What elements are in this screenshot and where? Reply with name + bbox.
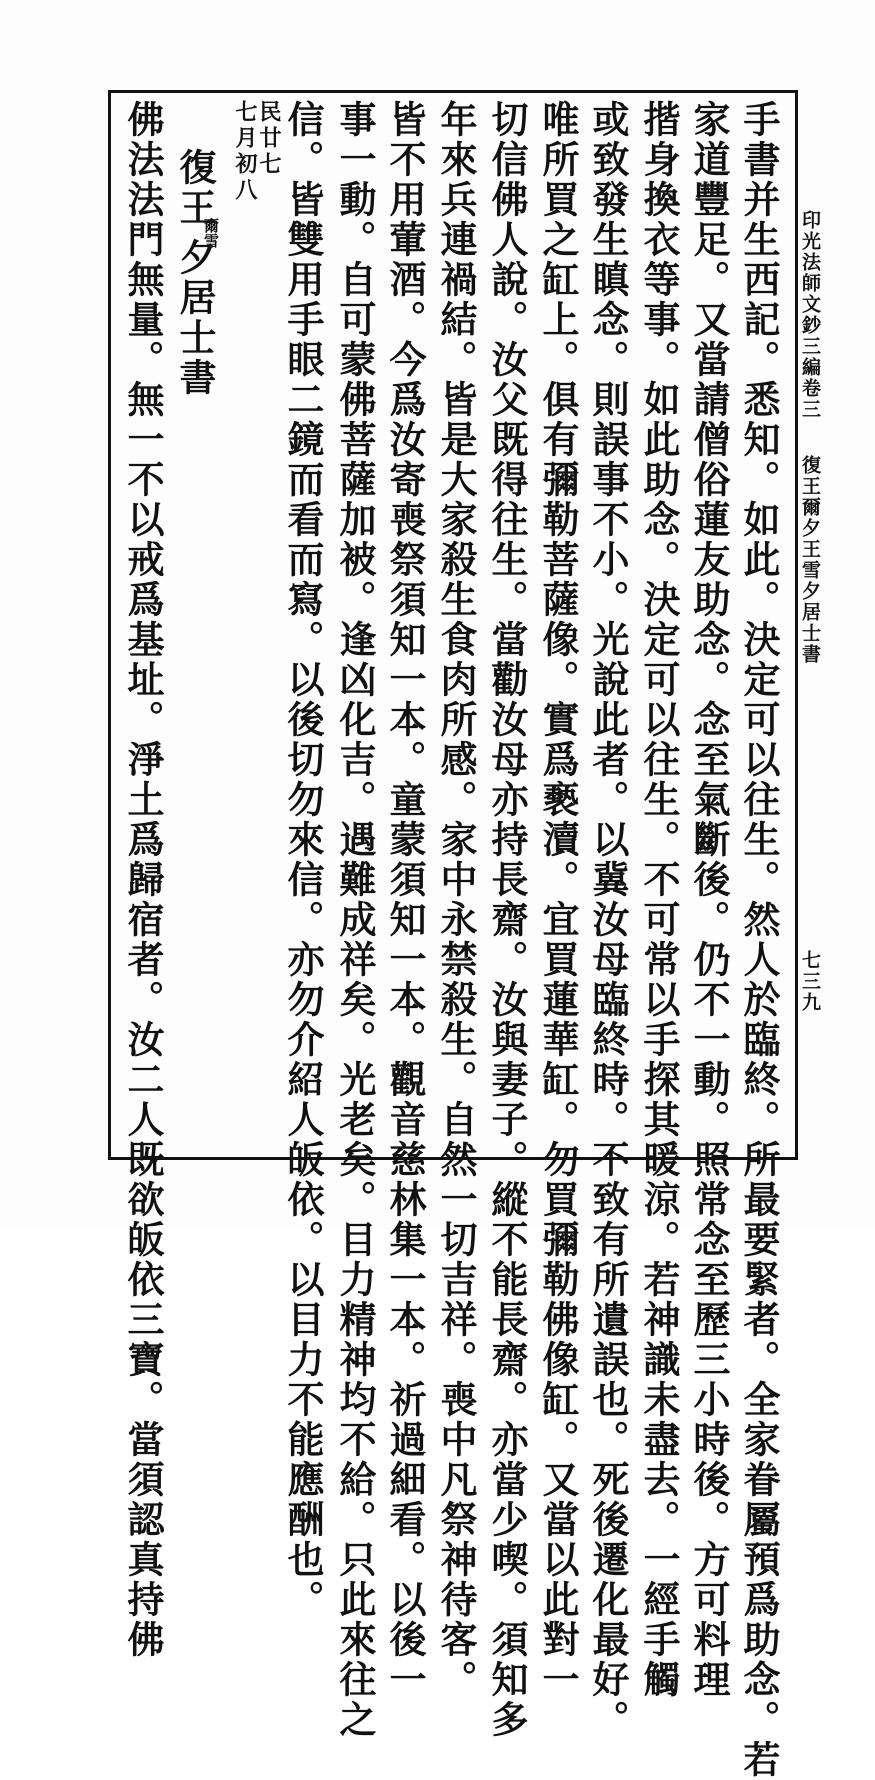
margin-page-number: 七三九: [799, 950, 821, 1013]
body-line-10: 信。皆雙用手眼二鏡而看而寫。以後切勿來信。亦勿介紹人皈依。以目力不能應酬也。: [281, 100, 325, 1620]
body-line-8: 皆不用葷酒。今爲汝寄喪祭須知一本。童蒙須知一本。觀音慈林集一本。祈過細看。以後一: [383, 100, 427, 1700]
body-line-9: 事一動。自可蒙佛菩薩加被。逢凶化吉。遇難成祥矣。光老矣。目力精神均不給。只此來往之: [333, 100, 377, 1740]
body-line-7: 年來兵連禍結。皆是大家殺生食肉所感。家中永禁殺生。自然一切吉祥。喪中凡祭神待客。: [434, 100, 478, 1700]
letter-title-rest: 夕居士書: [173, 238, 217, 398]
body-line-1: 手書并生西記。悉知。如此。決定可以往生。然人於臨終。所最要緊者。全家眷屬預爲助念。若: [737, 100, 781, 1780]
margin-chapter-title: 復王爾夕王雪夕居士書: [799, 455, 821, 665]
body-line-2: 家道豐足。又當請僧俗蓮友助念。念至氣斷後。仍不一動。照常念至歷三小時後。方可料理: [687, 100, 731, 1700]
date-line-1: 民廿七: [256, 100, 282, 178]
body-line-5: 唯所買之缸上。俱有彌勒菩薩像。實爲褻瀆。宜買蓮華缸。勿買彌勒佛像缸。又當以此對一: [536, 100, 580, 1700]
margin-book-title: 印光法師文鈔三編卷三: [799, 210, 821, 420]
date-line-2: 七月初八: [232, 100, 258, 204]
body-line-6: 切信佛人說。汝父既得往生。當勸汝母亦持長齋。汝與妻子。縱不能長齋。亦當少喫。須知多: [485, 100, 529, 1740]
letter-title-main: 復王: [173, 148, 217, 228]
letter2-line-1: 佛法法門無量。無一不以戒爲基址。淨土爲歸宿者。汝二人既欲皈依三寶。當須認真持佛: [121, 100, 165, 1660]
letter-title-small: 爾雪: [202, 218, 220, 248]
body-line-4: 或致發生瞋念。則誤事不小。光說此者。以冀汝母臨終時。不致有所遺誤也。死後遷化最好。: [586, 100, 630, 1740]
body-line-3: 揩身換衣等事。如此助念。決定可以往生。不可常以手探其暖涼。若神識未盡去。一經手觸: [637, 100, 681, 1700]
